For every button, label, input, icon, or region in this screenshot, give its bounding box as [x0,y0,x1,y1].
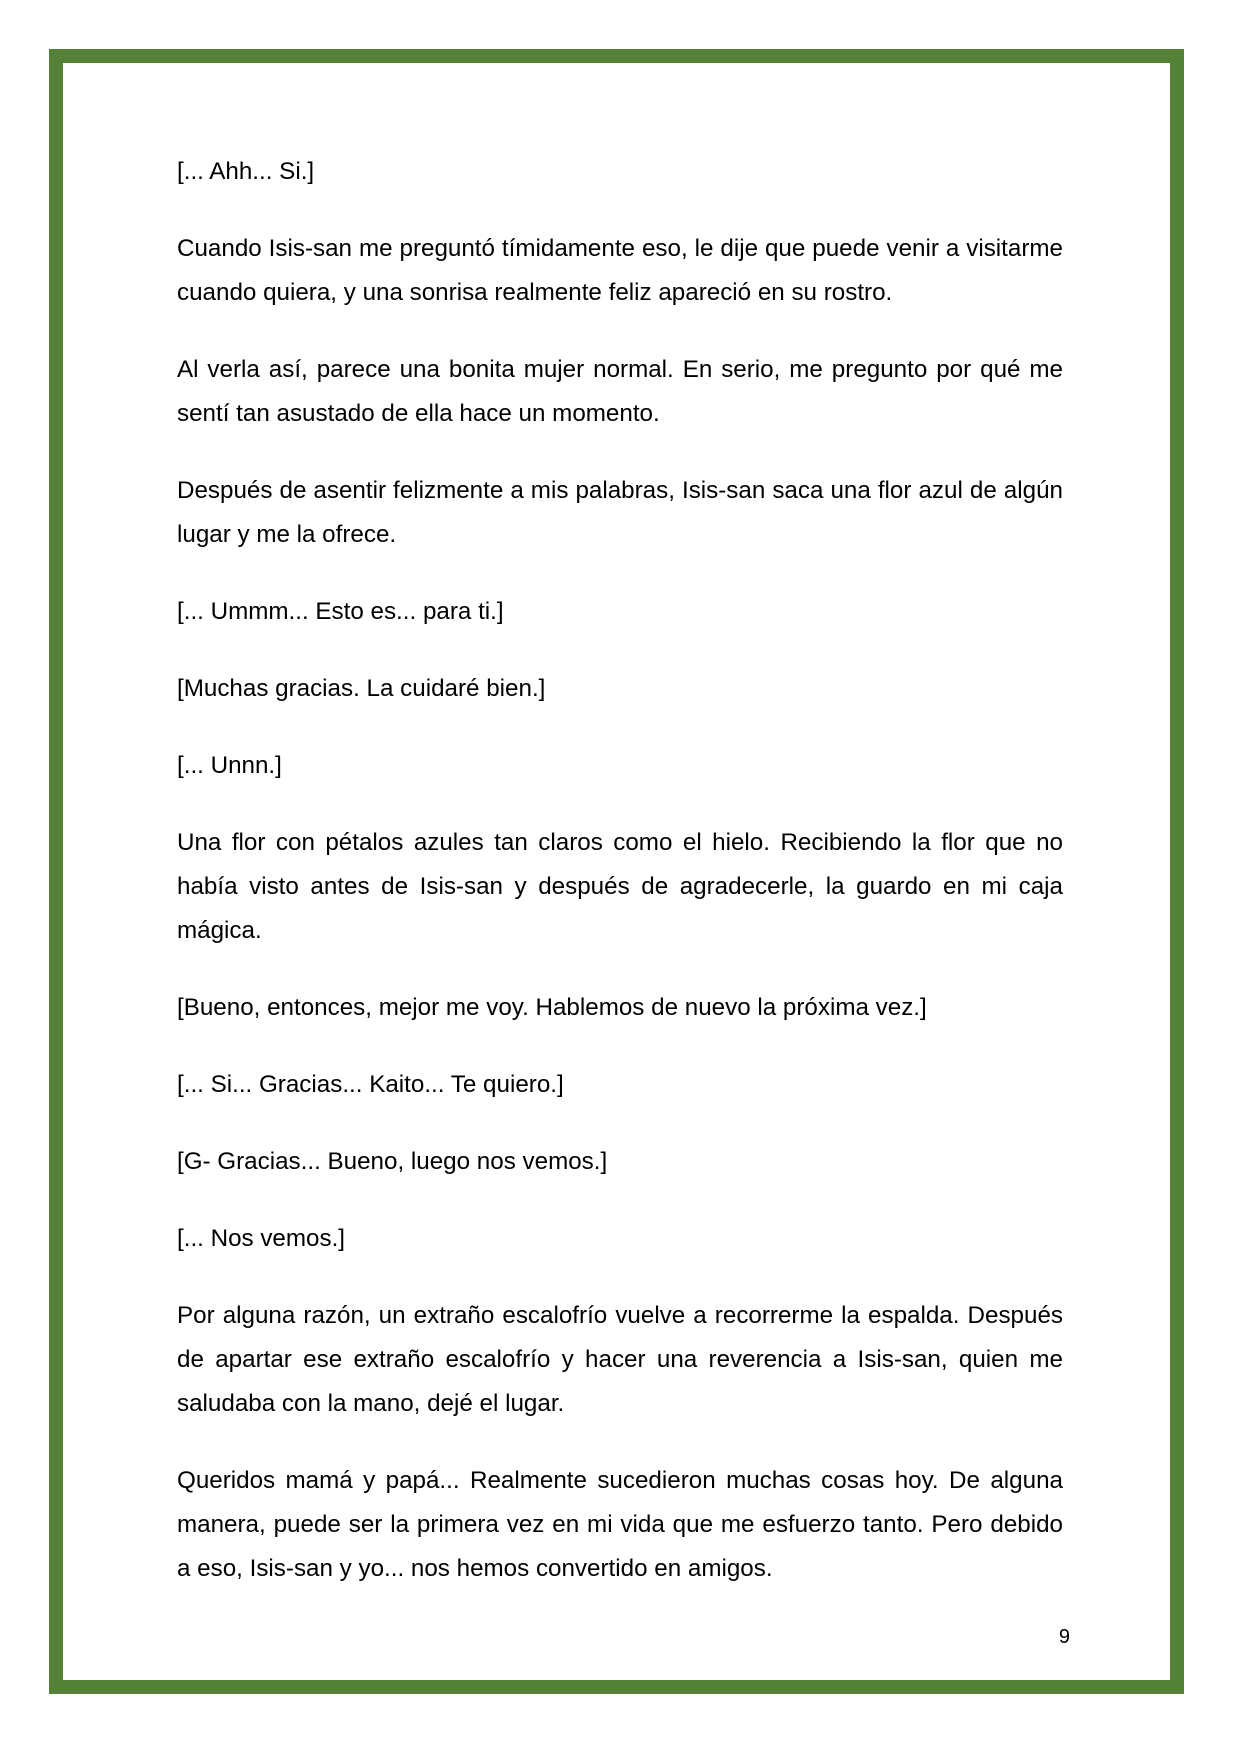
paragraph-7: [... Unnn.] [177,752,282,779]
page-number: 9 [1058,1626,1070,1648]
paragraph-12: [... Nos vemos.] [177,1225,346,1252]
paragraph-8: Una flor con pétalos azules tan claros como el hielo. Recibiendo la flor que no había visto antes de Isis-san y después de agradecerle, la guardo en mi caja mágica. [177,829,1063,944]
document-body [177,150,1063,1624]
paragraph-4: Después de asentir felizmente a mis palabras, Isis-san saca una flor azul de algún lugar y me la ofrece. [177,477,1063,548]
paragraph-9: [Bueno, entonces, mejor me voy. Hablemos de nuevo la próxima vez.] [177,994,927,1021]
paragraph-6: [Muchas gracias. La cuidaré bien.] [177,675,546,702]
paragraph-2: Cuando Isis-san me preguntó tímidamente eso, le dije que puede venir a visitarme cuando quiera, y una sonrisa realmente feliz apareció en su rostro. [177,235,1063,306]
paragraph-5: [... Ummm... Esto es... para ti.] [177,598,504,625]
paragraph-3: Al verla así, parece una bonita mujer normal. En serio, me pregunto por qué me sentí tan asustado de ella hace un momento. [177,356,1063,427]
paragraph-1: [... Ahh... Si.] [177,158,315,185]
paragraph-11: [G- Gracias... Bueno, luego nos vemos.] [177,1148,608,1175]
paragraph-14: Queridos mamá y papá... Realmente sucedieron muchas cosas hoy. De alguna manera, puede ser la primera vez en mi vida que me esfuerzo tanto. Pero debido a eso, Isis-san y yo... nos hemos convertido en amigos. [177,1467,1063,1582]
paragraph-10: [... Si... Gracias... Kaito... Te quiero.] [177,1071,564,1098]
paragraph-13: Por alguna razón, un extraño escalofrío vuelve a recorrerme la espalda. Después de apartar ese extraño escalofrío y hacer una reverencia a Isis-san, quien me saludaba con la mano, dejé el lugar. [177,1302,1063,1417]
